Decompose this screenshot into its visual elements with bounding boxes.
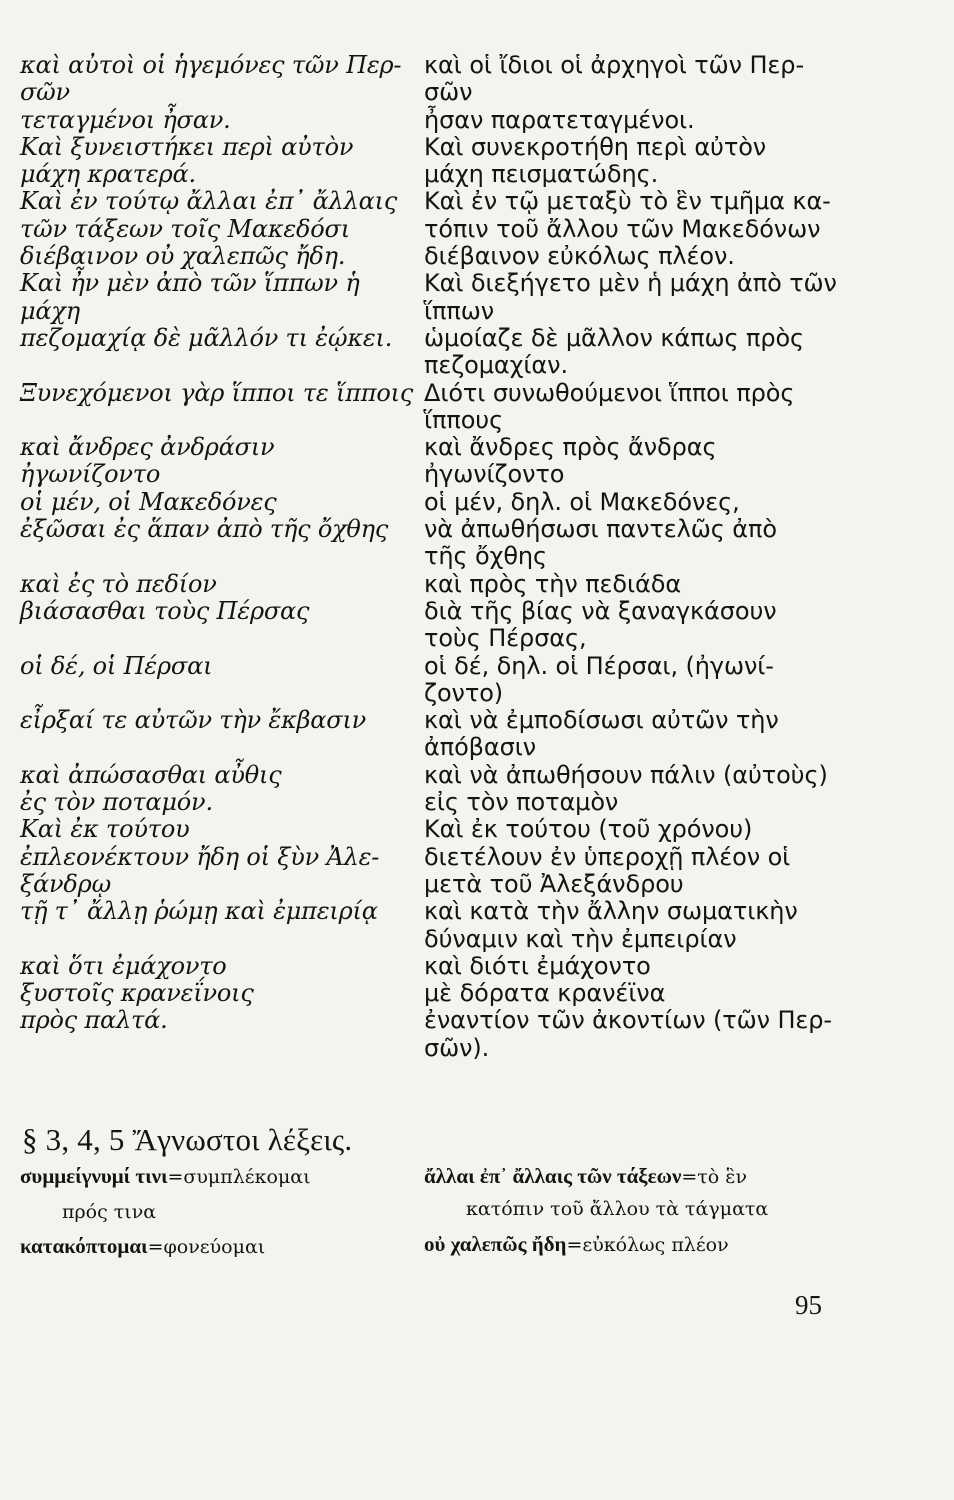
text-line: Καὶ διεξήγετο μὲν ἡ μάχη ἀπὸ τῶν <box>424 269 837 298</box>
text-line: οἱ δέ, οἱ Πέρσαι <box>20 651 213 680</box>
vocab-definition: κατόπιν τοῦ ἄλλου τὰ τάγματα <box>466 1198 769 1220</box>
text-line: ἵππων <box>424 296 495 325</box>
text-line: καὶ διότι ἐμάχοντο <box>424 951 651 980</box>
text-line <box>20 926 405 953</box>
text-line <box>20 625 405 652</box>
text-line: μετὰ τοῦ Ἀλεξάνδρου <box>424 869 684 898</box>
vocab-definition: πρός τινα <box>62 1201 157 1223</box>
text-line: Καὶ συνεκροτήθη περὶ αὐτὸν <box>424 132 767 161</box>
text-line: καὶ ὅτι ἐμάχοντο <box>20 951 227 980</box>
text-line <box>20 543 405 570</box>
text-line: ἠγωνίζοντο <box>20 460 161 489</box>
vocab-entry <box>424 1163 747 1190</box>
vocab-definition: τὸ ἓν <box>697 1166 748 1188</box>
text-line: ζοντο) <box>424 678 504 707</box>
text-line: εἶρξαί τε αὐτῶν τὴν ἔκβασιν <box>20 706 367 735</box>
text-line: καὶ ἐς τὸ πεδίον <box>20 569 217 598</box>
text-line: Καὶ ξυνειστήκει περὶ αὐτὸν <box>20 132 354 161</box>
text-line: ὡμοίαζε δὲ μᾶλλον κάπως πρὸς <box>424 323 805 352</box>
text-line: μάχη <box>20 296 80 325</box>
text-line: σῶν). <box>424 1033 490 1062</box>
text-line: δύναμιν καὶ τὴν ἐμπειρίαν <box>424 924 737 953</box>
text-line: πρὸς παλτά. <box>20 1006 168 1035</box>
text-line: πεζομαχίαν. <box>424 351 568 380</box>
text-line: τῶν τάξεων τοῖς Μακεδόσι <box>20 214 350 243</box>
text-line: οἱ μέν, οἱ Μακεδόνες <box>20 487 277 516</box>
vocab-entry <box>20 1163 311 1190</box>
text-line: διετέλουν ἐν ὑπεροχῇ πλέον οἱ <box>424 842 791 871</box>
vocab-entry <box>20 1233 265 1260</box>
equals-sign: = <box>147 1236 164 1258</box>
text-line: ἐς τὸν ποταμόν. <box>20 788 213 817</box>
text-line: σῶν <box>20 78 70 107</box>
text-line <box>20 734 405 761</box>
text-line: ξυστοῖς κρανεΐνοις <box>20 979 254 1008</box>
equals-sign: = <box>566 1234 583 1256</box>
text-line: οἱ δέ, δηλ. οἱ Πέρσαι, (ἠγωνί- <box>424 651 774 680</box>
vocab-entry-continuation <box>466 1196 768 1222</box>
text-line: καὶ ἀπώσασθαι αὖθις <box>20 760 282 789</box>
vocab-definition: συμπλέκομαι <box>183 1166 311 1188</box>
vocab-term: συμμείγνυμί τινι <box>20 1164 168 1188</box>
text-line: ἐπλεονέκτουν ἤδη οἱ ξὺν Ἀλε- <box>20 842 380 871</box>
text-line: μάχη πεισματώδης. <box>424 160 659 189</box>
modern-greek-column <box>424 52 839 1062</box>
text-line: καὶ ἄνδρες πρὸς ἄνδρας <box>424 433 717 462</box>
page-number: 95 <box>795 1290 822 1320</box>
text-line: Καὶ ἐν τούτῳ ἄλλαι ἐπ᾽ ἄλλαις <box>20 187 398 216</box>
text-line: μὲ δόρατα κρανέϊνα <box>424 979 666 1008</box>
text-line: καὶ νὰ ἐμποδίσωσι αὐτῶν τὴν <box>424 706 779 735</box>
vocab-definition: φονεύομαι <box>163 1236 266 1258</box>
text-line: ἠγωνίζοντο <box>424 460 565 489</box>
text-line: τοὺς Πέρσας, <box>424 624 587 653</box>
vocab-term: οὐ χαλεπῶς ἤδη <box>424 1232 567 1256</box>
text-line: διέβαινον εὐκόλως πλέον. <box>424 242 735 271</box>
equals-sign: = <box>167 1166 184 1188</box>
text-line: καὶ πρὸς τὴν πεδιάδα <box>424 569 682 598</box>
text-line: καὶ νὰ ἀπωθήσουν πάλιν (αὐτοὺς) <box>424 760 828 789</box>
text-line: ἦσαν παρατεταγμένοι. <box>424 105 695 134</box>
text-line: Καὶ ἐν τῷ μεταξὺ τὸ ἓν τμῆμα κα- <box>424 187 831 216</box>
section-heading: § 3, 4, 5 Ἄγνωστοι λέξεις. <box>22 1122 353 1157</box>
text-line: Διότι συνωθούμενοι ἵπποι πρὸς <box>424 378 795 407</box>
text-line: σῶν <box>424 78 473 107</box>
text-line <box>20 352 405 379</box>
text-line: ἐξῶσαι ἐς ἅπαν ἀπὸ τῆς ὄχθης <box>20 515 389 544</box>
text-line: καὶ κατὰ τὴν ἄλλην σωματικὴν <box>424 897 798 926</box>
vocab-entry-continuation <box>62 1199 156 1225</box>
text-line <box>20 680 405 707</box>
text-line: τῇ τ᾽ ἄλλῃ ῥώμῃ καὶ ἐμπειρίᾳ <box>20 897 378 926</box>
vocab-term: κατακόπτομαι <box>20 1234 148 1258</box>
text-line <box>20 407 405 434</box>
text-line: ξάνδρῳ <box>20 869 111 898</box>
equals-sign: = <box>681 1166 698 1188</box>
vocab-entry <box>424 1231 729 1258</box>
text-line: ἐναντίον τῶν ἀκοντίων (τῶν Περ- <box>424 1006 832 1035</box>
text-line: βιάσασθαι τοὺς Πέρσας <box>20 596 310 625</box>
text-line: νὰ ἀπωθήσωσι παντελῶς ἀπὸ <box>424 515 777 544</box>
text-line: πεζομαχίᾳ δὲ μᾶλλόν τι ἐῴκει. <box>20 323 393 352</box>
text-line: τόπιν τοῦ ἄλλου τῶν Μακεδόνων <box>424 214 821 243</box>
text-line: ἵππους <box>424 405 504 434</box>
text-line: οἱ μέν, δηλ. οἱ Μακεδόνες, <box>424 487 740 516</box>
text-line: Ξυνεχόμενοι γὰρ ἵπποι τε ἵπποις <box>20 378 414 407</box>
text-line: Καὶ ἦν μὲν ἀπὸ τῶν ἵππων ἡ <box>20 269 360 298</box>
text-line: μάχη κρατερά. <box>20 160 196 189</box>
text-line: διέβαινον οὐ χαλεπῶς ἤδη. <box>20 242 346 271</box>
text-line: εἰς τὸν ποταμὸν <box>424 788 619 817</box>
text-line: καὶ ἄνδρες ἀνδράσιν <box>20 433 275 462</box>
text-line: διὰ τῆς βίας νὰ ξαναγκάσουν <box>424 596 777 625</box>
ancient-greek-column <box>20 51 414 1035</box>
text-line: Καὶ ἐκ τούτου <box>20 815 190 844</box>
text-line: ἀπόβασιν <box>424 733 537 762</box>
text-line: τῆς ὄχθης <box>424 542 548 571</box>
vocab-definition: εὐκόλως πλέον <box>582 1234 729 1256</box>
text-line: τεταγμένοι ἦσαν. <box>20 105 231 134</box>
text-line: καὶ αὐτοὶ οἱ ἡγεμόνες τῶν Περ- <box>20 51 402 79</box>
vocab-term: ἄλλαι ἐπ᾽ ἄλλαις τῶν τάξεων <box>424 1164 682 1188</box>
text-line: καὶ οἱ ἴδιοι οἱ ἀρχηγοὶ τῶν Περ- <box>424 51 805 79</box>
text-line: Καὶ ἐκ τούτου (τοῦ χρόνου) <box>424 815 753 844</box>
